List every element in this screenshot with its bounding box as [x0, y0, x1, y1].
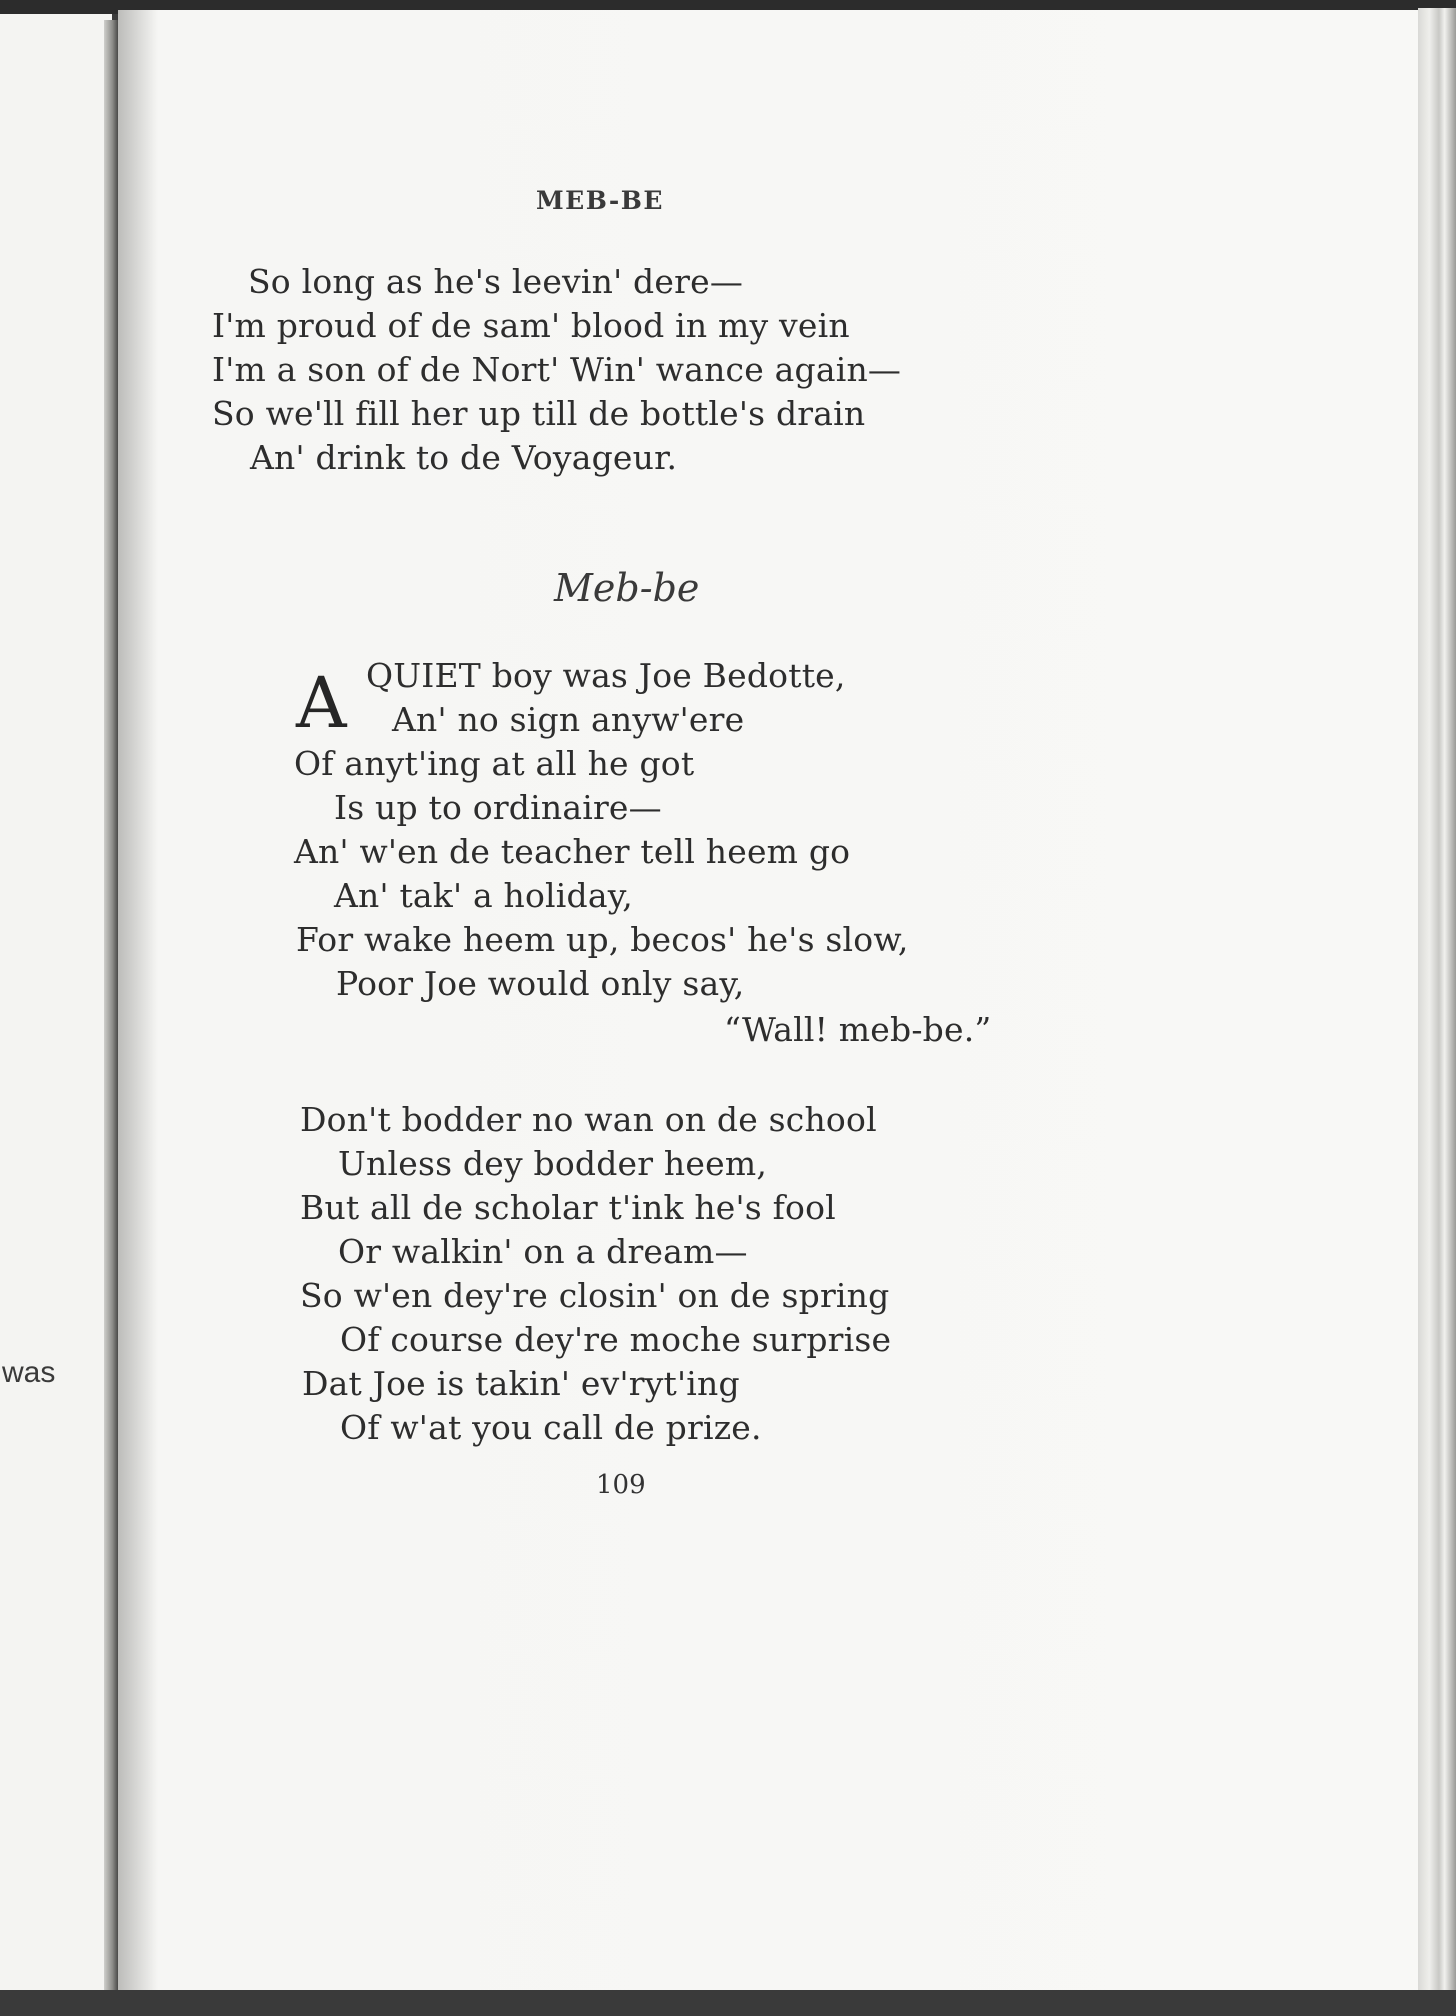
prev-poem-line-5: An' drink to de Voyageur. [250, 438, 678, 477]
stanza1-refrain: “Wall! meb-be.” [724, 1010, 992, 1049]
stanza1-line-8: Poor Joe would only say, [336, 964, 745, 1003]
stanza1-line-3: Of anyt'ing at all he got [294, 744, 695, 783]
stanza2-line-7: Dat Joe is takin' ev'ryt'ing [302, 1364, 740, 1403]
poem-title: Meb-be [554, 566, 700, 610]
stanza2-line-6: Of course dey're moche surprise [340, 1320, 892, 1359]
gutter-shadow [118, 10, 158, 1990]
facing-page-edge [104, 20, 118, 1990]
stanza2-line-2: Unless dey bodder heem, [338, 1144, 768, 1183]
stanza1-line-5: An' w'en de teacher tell heem go [294, 832, 851, 871]
prev-poem-line-2: I'm proud of de sam' blood in my vein [212, 306, 850, 345]
stanza2-line-5: So w'en dey're closin' on de spring [300, 1276, 890, 1315]
stanza2-line-8: Of w'at you call de prize. [340, 1408, 762, 1447]
prev-poem-line-4: So we'll fill her up till de bottle's drain [212, 394, 866, 433]
page-stack-edge [1418, 8, 1456, 1990]
prev-poem-line-1: So long as he's leevin' dere— [248, 262, 744, 301]
stanza2-line-3: But all de scholar t'ink he's fool [300, 1188, 836, 1227]
stanza1-line-6: An' tak' a holiday, [334, 876, 633, 915]
facing-page-text-fragment: was [2, 1356, 56, 1389]
page-number: 109 [596, 1470, 646, 1500]
stanza1-line-7: For wake heem up, becos' he's slow, [296, 920, 909, 959]
stanza2-line-1: Don't bodder no wan on de school [300, 1100, 877, 1139]
stanza1-line-2: An' no sign anyw'ere [392, 700, 745, 739]
facing-page [0, 14, 112, 1990]
stanza2-line-4: Or walkin' on a dream— [338, 1232, 748, 1271]
drop-cap: A [296, 662, 347, 744]
running-head: MEB-BE [536, 186, 664, 215]
stanza1-line-4: Is up to ordinaire— [334, 788, 662, 827]
stanza1-line-1: QUIET boy was Joe Bedotte, [366, 656, 846, 695]
prev-poem-line-3: I'm a son of de Nort' Win' wance again— [212, 350, 902, 389]
scanner-background-bottom [0, 1990, 1456, 2016]
